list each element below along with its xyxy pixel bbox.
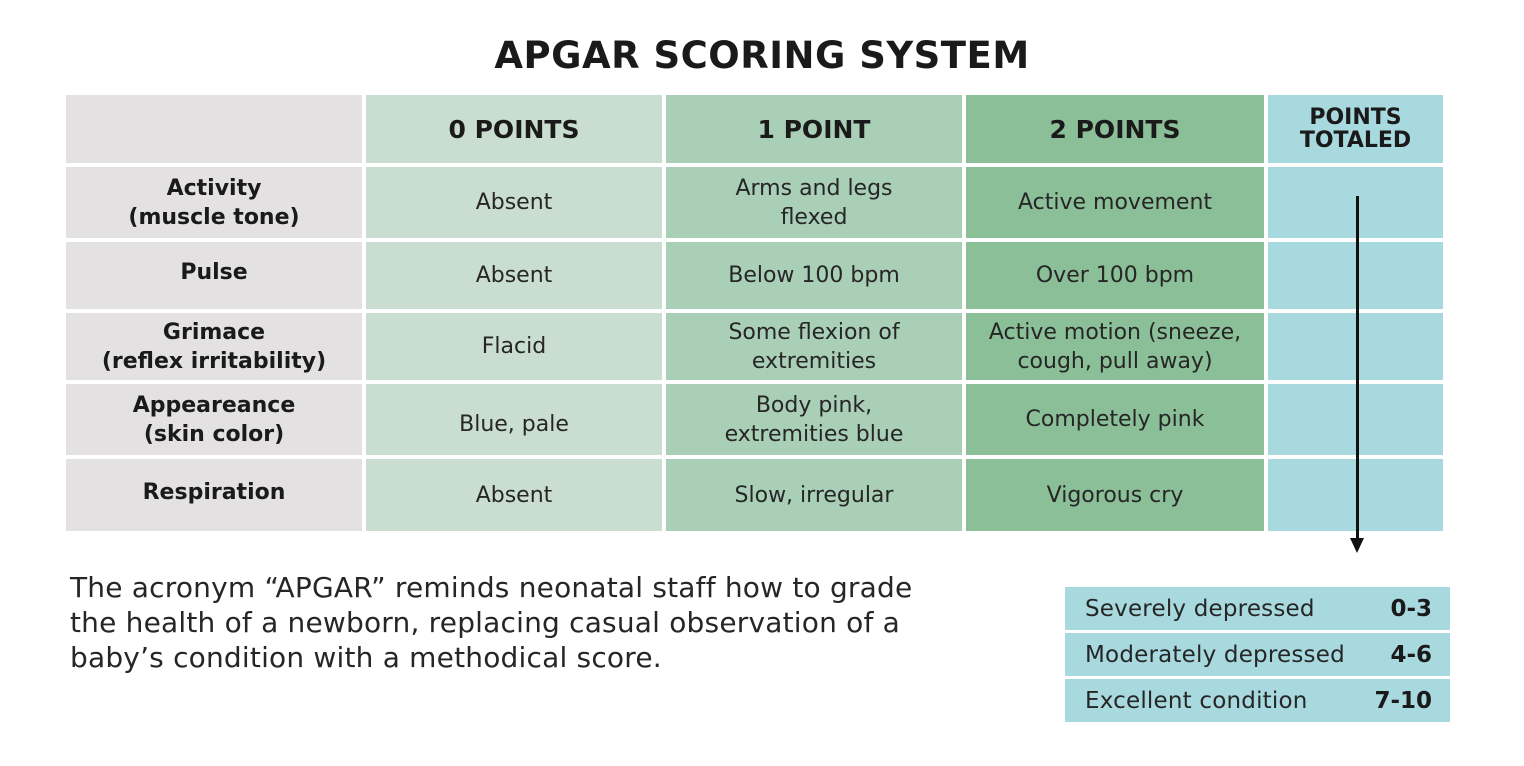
row-label-grimace — [66, 313, 362, 380]
row-label-line1: Activity — [166, 175, 262, 201]
row-label-line2: (skin color) — [143, 421, 285, 447]
cell-text: Absent — [475, 482, 553, 508]
cell-pulse-2 — [966, 242, 1264, 309]
cell-grimace-1 — [666, 313, 962, 380]
cell-text: Completely pink — [1025, 407, 1205, 432]
cell-text: Body pink, — [755, 392, 873, 418]
row-label-line1: Grimace — [162, 319, 266, 345]
header-2-points-label: 2 POINTS — [1049, 114, 1181, 144]
row-label-pulse — [66, 242, 362, 309]
row-label-appearance — [66, 384, 362, 455]
row-label-line2: (muscle tone) — [128, 204, 300, 230]
cell-text: Blue, pale — [459, 412, 569, 437]
cell-appearance-2 — [966, 384, 1264, 455]
cell-text: Active motion (sneeze, — [988, 319, 1242, 345]
cell-text: Vigorous cry — [1046, 482, 1184, 508]
description-paragraph — [70, 570, 950, 675]
cell-activity-1 — [666, 167, 962, 238]
header-points-totaled — [1268, 95, 1443, 163]
cell-text: flexed — [780, 204, 848, 230]
description-line: the health of a newborn, replacing casual observation of a — [70, 606, 900, 639]
header-criteria-cell — [66, 95, 362, 163]
cell-pulse-1 — [666, 242, 962, 309]
legend-row-excellent — [1065, 679, 1450, 722]
legend-label: Severely depressed — [1085, 595, 1315, 622]
row-label-line1: Appeareance — [132, 392, 296, 418]
legend-label: Excellent condition — [1085, 687, 1308, 714]
header-0-points-label: 0 POINTS — [448, 114, 580, 144]
legend-row-severe — [1065, 587, 1450, 630]
cell-activity-0 — [366, 167, 662, 238]
row-label-respiration — [66, 459, 362, 531]
header-points-totaled-line2: TOTALED — [1299, 128, 1412, 153]
cell-respiration-1 — [666, 459, 962, 531]
header-points-totaled-line1: POINTS — [1309, 105, 1402, 130]
header-0-points — [366, 95, 662, 163]
cell-respiration-0 — [366, 459, 662, 531]
cell-text: Absent — [475, 263, 553, 288]
cell-text: extremities — [751, 348, 877, 374]
cell-text: extremities blue — [724, 421, 904, 447]
cell-activity-2 — [966, 167, 1264, 238]
header-1-point-label: 1 POINT — [757, 114, 871, 144]
cell-text: Absent — [475, 190, 553, 215]
description-line: baby’s condition with a methodical score. — [70, 641, 662, 674]
cell-text: Active movement — [1017, 190, 1213, 215]
cell-pulse-0 — [366, 242, 662, 309]
cell-text: Flacid — [481, 334, 547, 359]
header-2-points — [966, 95, 1264, 163]
cell-appearance-1 — [666, 384, 962, 455]
cell-text: Some flexion of — [728, 319, 900, 345]
cell-appearance-0 — [366, 384, 662, 455]
cell-respiration-2 — [966, 459, 1264, 531]
description-line: The acronym “APGAR” reminds neonatal staff how to grade — [70, 571, 913, 604]
legend-row-moderate — [1065, 633, 1450, 676]
header-1-point — [666, 95, 962, 163]
cell-text: Arms and legs — [735, 175, 893, 201]
cell-grimace-2 — [966, 313, 1264, 380]
arrow-down-icon — [1350, 538, 1364, 553]
page-title: APGAR SCORING SYSTEM — [494, 34, 1030, 77]
legend-range: 4-6 — [1390, 641, 1432, 668]
totals-arrow-line — [1356, 196, 1359, 540]
row-label-line2: (reflex irritability) — [101, 348, 327, 374]
legend-label: Moderately depressed — [1085, 641, 1345, 668]
cell-text: cough, pull away) — [1017, 348, 1213, 374]
row-label-line1: Respiration — [142, 479, 286, 505]
cell-text: Below 100 bpm — [728, 263, 900, 288]
legend-range: 7-10 — [1374, 687, 1432, 714]
cell-grimace-0 — [366, 313, 662, 380]
legend-range: 0-3 — [1390, 595, 1432, 622]
row-label-activity — [66, 167, 362, 238]
row-label-line1: Pulse — [180, 260, 248, 285]
cell-text: Slow, irregular — [734, 482, 894, 508]
cell-text: Over 100 bpm — [1035, 263, 1195, 288]
